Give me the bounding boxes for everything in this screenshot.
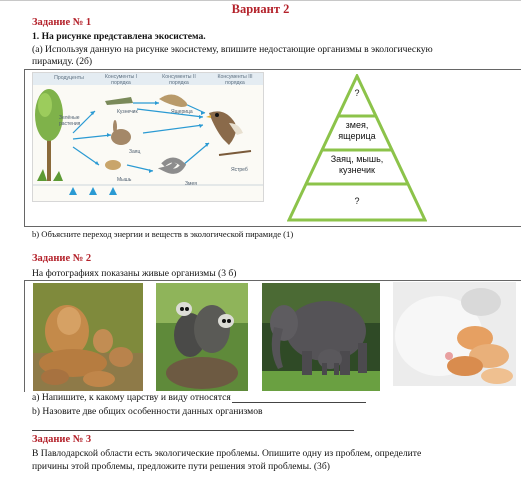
- task2-question-b: b) Назовите две общих особенности данных организмов: [32, 406, 263, 417]
- pyramid-level3-line1: Заяц, мышь,: [330, 154, 384, 164]
- eco-label-hare: Заяц: [129, 149, 141, 155]
- task2-question-a: a) Напишите, к какому царству и виду относятся: [32, 392, 231, 403]
- eco-header-consumers2: Консументы II порядка: [162, 74, 196, 86]
- eco-header-consumers3: Консументы III порядка: [217, 74, 253, 86]
- task3-heading: Задание № 3: [32, 434, 92, 445]
- task1-frame-top: [24, 69, 521, 70]
- task2-heading: Задание № 2: [32, 253, 92, 264]
- task1-title: 1. На рисунке представлена экосистема.: [32, 31, 206, 42]
- eco-label-grasshopper: Кузнечик: [117, 109, 138, 115]
- task2-frame-left: [24, 280, 25, 392]
- eco-header-producers: Продуценты: [54, 75, 84, 81]
- kittens-image: [393, 282, 516, 386]
- eco-header-consumers1: Консументы I порядка: [104, 74, 138, 86]
- eco-label-mouse: Мышь: [117, 177, 132, 183]
- task2-answer-line-b[interactable]: [32, 430, 354, 431]
- raccoons-image: [156, 283, 248, 391]
- pyramid-level2-line1: змея,: [345, 120, 369, 130]
- task2-answer-line-a[interactable]: [232, 402, 366, 403]
- pyramid-level-top: ?: [354, 88, 360, 98]
- eco-label-hawk: Ястреб: [231, 167, 248, 173]
- ecosystem-image: [32, 72, 264, 202]
- task1-frame-left: [24, 69, 25, 227]
- task3-line2: причины этой проблемы, предложите пути решения этой проблемы. (3б): [32, 461, 330, 472]
- pyramid-level3-line2: кузнечик: [339, 165, 375, 175]
- photo-kittens: [393, 282, 516, 386]
- task1-frame-bottom: [24, 226, 521, 227]
- eco-label-plants: Зелёные растения: [59, 115, 81, 127]
- pyramid-level2-line2: ящерица: [338, 131, 376, 141]
- variant-title: Вариант 2: [231, 2, 290, 16]
- photo-raccoons: [156, 283, 248, 391]
- elephants-image: [262, 283, 380, 391]
- photo-elephants: [262, 283, 380, 391]
- task2-intro: На фотографиях показаны живые организмы (3 б): [32, 268, 237, 279]
- task3-line1: В Павлодарской области есть экологические проблемы. Опишите одну из проблем, определите: [32, 448, 422, 459]
- task2-frame-top: [24, 280, 521, 281]
- task1-heading: Задание № 1: [32, 17, 92, 28]
- eco-label-snake: Змея: [185, 181, 197, 187]
- task1-question-b: b) Объясните переход энергии и веществ в экологической пирамиде (1): [32, 229, 294, 239]
- lions-image: [33, 283, 143, 391]
- pyramid-level-bottom: ?: [354, 196, 360, 206]
- eco-label-lizard: Ящерица: [171, 109, 193, 115]
- ecosystem-drawing: [33, 73, 263, 201]
- photo-lions: [33, 283, 143, 391]
- task1-question-a-line2: пирамиду. (2б): [32, 56, 93, 67]
- task1-question-a-line1: (a) Используя данную на рисунке экосистему, впишите недостающие организмы в экологическую: [32, 44, 433, 55]
- ecological-pyramid: [287, 74, 427, 227]
- top-border: [0, 0, 521, 1]
